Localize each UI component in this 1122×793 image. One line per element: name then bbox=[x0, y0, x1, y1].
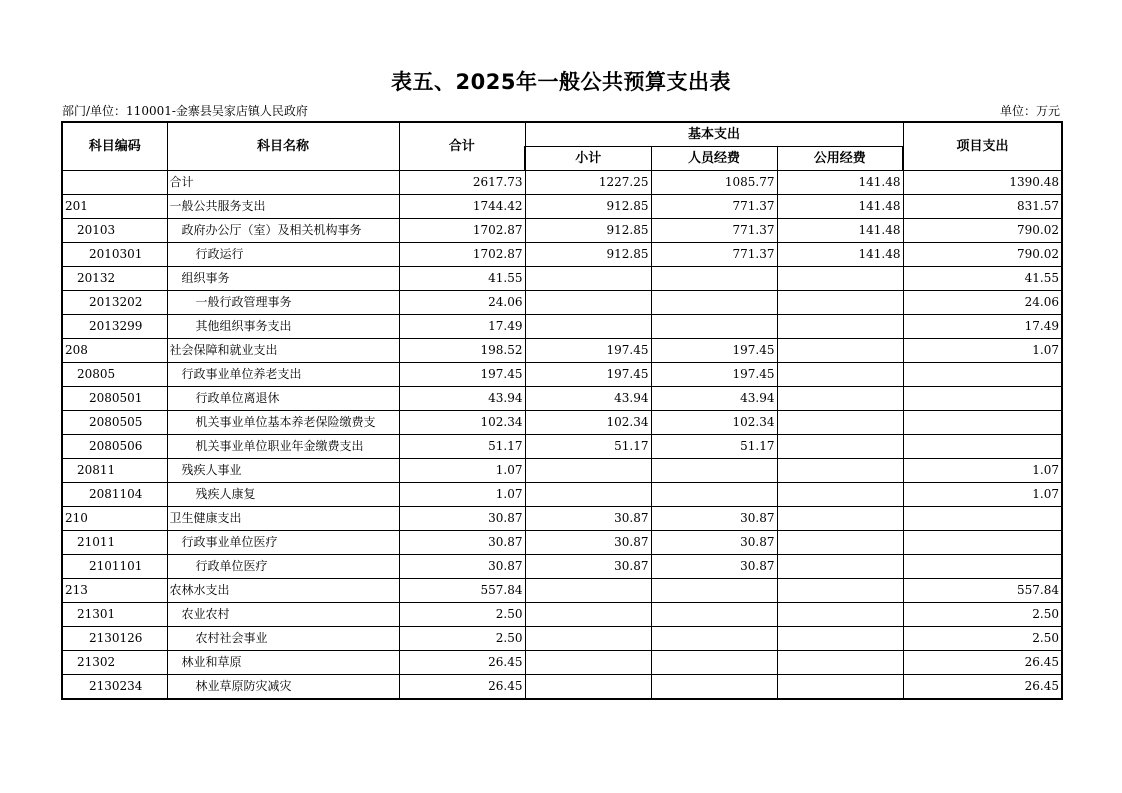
cell-project: 1.07 bbox=[903, 483, 1062, 507]
table-body bbox=[62, 171, 1062, 700]
cell-subtotal bbox=[525, 651, 651, 675]
cell-code: 208 bbox=[62, 339, 167, 363]
table-row bbox=[62, 291, 1062, 315]
cell-public bbox=[777, 483, 903, 507]
cell-public bbox=[777, 651, 903, 675]
cell-personnel bbox=[651, 651, 777, 675]
cell-name: 机关事业单位基本养老保险缴费支 bbox=[167, 411, 399, 435]
cell-subtotal: 912.85 bbox=[525, 243, 651, 267]
cell-public bbox=[777, 315, 903, 339]
cell-subtotal: 51.17 bbox=[525, 435, 651, 459]
cell-name: 社会保障和就业支出 bbox=[167, 339, 399, 363]
page-title: 表五、2025年一般公共预算支出表 bbox=[391, 70, 731, 94]
cell-name: 卫生健康支出 bbox=[167, 507, 399, 531]
cell-name: 行政单位离退休 bbox=[167, 387, 399, 411]
cell-code: 2130126 bbox=[62, 627, 167, 651]
cell-public: 141.48 bbox=[777, 171, 903, 195]
table-row bbox=[62, 507, 1062, 531]
cell-subtotal bbox=[525, 675, 651, 700]
cell-personnel bbox=[651, 627, 777, 651]
cell-public bbox=[777, 267, 903, 291]
cell-subtotal bbox=[525, 291, 651, 315]
cell-subtotal: 912.85 bbox=[525, 195, 651, 219]
cell-subtotal: 197.45 bbox=[525, 339, 651, 363]
cell-public: 141.48 bbox=[777, 243, 903, 267]
cell-subtotal bbox=[525, 603, 651, 627]
cell-name: 行政事业单位养老支出 bbox=[167, 363, 399, 387]
cell-code: 21011 bbox=[62, 531, 167, 555]
table-row bbox=[62, 243, 1062, 267]
cell-subtotal: 30.87 bbox=[525, 531, 651, 555]
table-row bbox=[62, 555, 1062, 579]
cell-total: 198.52 bbox=[399, 339, 525, 363]
header-basic: 基本支出 bbox=[525, 122, 903, 147]
table-row bbox=[62, 603, 1062, 627]
cell-code: 21301 bbox=[62, 603, 167, 627]
cell-project bbox=[903, 363, 1062, 387]
cell-name: 残疾人事业 bbox=[167, 459, 399, 483]
cell-personnel bbox=[651, 579, 777, 603]
cell-total: 1.07 bbox=[399, 483, 525, 507]
cell-public bbox=[777, 507, 903, 531]
cell-subtotal: 102.34 bbox=[525, 411, 651, 435]
cell-project: 26.45 bbox=[903, 651, 1062, 675]
cell-name: 政府办公厅（室）及相关机构事务 bbox=[167, 219, 399, 243]
cell-personnel: 771.37 bbox=[651, 243, 777, 267]
table-row bbox=[62, 435, 1062, 459]
cell-personnel bbox=[651, 267, 777, 291]
cell-subtotal bbox=[525, 579, 651, 603]
table-row bbox=[62, 579, 1062, 603]
table-row bbox=[62, 483, 1062, 507]
table-row bbox=[62, 627, 1062, 651]
cell-personnel: 771.37 bbox=[651, 219, 777, 243]
cell-total: 41.55 bbox=[399, 267, 525, 291]
cell-name: 行政事业单位医疗 bbox=[167, 531, 399, 555]
cell-name: 林业草原防灾减灾 bbox=[167, 675, 399, 700]
cell-code: 21302 bbox=[62, 651, 167, 675]
table-row bbox=[62, 219, 1062, 243]
cell-public bbox=[777, 339, 903, 363]
header-personnel: 人员经费 bbox=[651, 147, 777, 171]
cell-code: 2010301 bbox=[62, 243, 167, 267]
cell-subtotal: 30.87 bbox=[525, 507, 651, 531]
cell-public bbox=[777, 555, 903, 579]
cell-total: 1.07 bbox=[399, 459, 525, 483]
cell-code: 2130234 bbox=[62, 675, 167, 700]
department-label: 部门/单位：110001-金寨县吴家店镇人民政府 bbox=[62, 104, 308, 118]
cell-code: 20805 bbox=[62, 363, 167, 387]
cell-personnel: 51.17 bbox=[651, 435, 777, 459]
header-subtotal: 小计 bbox=[525, 147, 651, 171]
cell-code: 20132 bbox=[62, 267, 167, 291]
cell-total: 557.84 bbox=[399, 579, 525, 603]
cell-name: 林业和草原 bbox=[167, 651, 399, 675]
cell-code: 2080505 bbox=[62, 411, 167, 435]
cell-personnel bbox=[651, 675, 777, 700]
cell-project: 790.02 bbox=[903, 243, 1062, 267]
header-total: 合计 bbox=[399, 122, 525, 171]
cell-project: 26.45 bbox=[903, 675, 1062, 700]
cell-name: 一般行政管理事务 bbox=[167, 291, 399, 315]
cell-total: 26.45 bbox=[399, 675, 525, 700]
cell-code: 2013202 bbox=[62, 291, 167, 315]
table-row bbox=[62, 315, 1062, 339]
header-project: 项目支出 bbox=[903, 122, 1062, 171]
header-code: 科目编码 bbox=[62, 122, 167, 171]
cell-project bbox=[903, 507, 1062, 531]
cell-total: 1702.87 bbox=[399, 243, 525, 267]
cell-project: 831.57 bbox=[903, 195, 1062, 219]
cell-total: 17.49 bbox=[399, 315, 525, 339]
cell-project: 1390.48 bbox=[903, 171, 1062, 195]
cell-project: 2.50 bbox=[903, 627, 1062, 651]
cell-total: 1744.42 bbox=[399, 195, 525, 219]
cell-personnel bbox=[651, 291, 777, 315]
cell-total: 102.34 bbox=[399, 411, 525, 435]
cell-project: 24.06 bbox=[903, 291, 1062, 315]
cell-code: 20103 bbox=[62, 219, 167, 243]
cell-project bbox=[903, 435, 1062, 459]
table-row bbox=[62, 363, 1062, 387]
cell-code: 201 bbox=[62, 195, 167, 219]
cell-name: 合计 bbox=[167, 171, 399, 195]
cell-total: 1702.87 bbox=[399, 219, 525, 243]
cell-code: 2101101 bbox=[62, 555, 167, 579]
cell-project bbox=[903, 411, 1062, 435]
cell-public: 141.48 bbox=[777, 195, 903, 219]
unit-label: 单位：万元 bbox=[999, 104, 1060, 118]
cell-public bbox=[777, 579, 903, 603]
cell-personnel bbox=[651, 315, 777, 339]
cell-code: 2013299 bbox=[62, 315, 167, 339]
cell-subtotal: 30.87 bbox=[525, 555, 651, 579]
cell-project bbox=[903, 531, 1062, 555]
cell-personnel: 30.87 bbox=[651, 555, 777, 579]
cell-personnel: 43.94 bbox=[651, 387, 777, 411]
cell-personnel: 30.87 bbox=[651, 531, 777, 555]
cell-subtotal bbox=[525, 627, 651, 651]
table-row bbox=[62, 531, 1062, 555]
cell-code: 210 bbox=[62, 507, 167, 531]
cell-name: 行政运行 bbox=[167, 243, 399, 267]
cell-public bbox=[777, 291, 903, 315]
cell-total: 197.45 bbox=[399, 363, 525, 387]
cell-public bbox=[777, 459, 903, 483]
cell-code: 20811 bbox=[62, 459, 167, 483]
cell-project: 557.84 bbox=[903, 579, 1062, 603]
cell-total: 2.50 bbox=[399, 627, 525, 651]
cell-name: 一般公共服务支出 bbox=[167, 195, 399, 219]
cell-code: 213 bbox=[62, 579, 167, 603]
table-row bbox=[62, 339, 1062, 363]
cell-subtotal bbox=[525, 483, 651, 507]
cell-total: 26.45 bbox=[399, 651, 525, 675]
cell-subtotal bbox=[525, 459, 651, 483]
cell-subtotal bbox=[525, 315, 651, 339]
table-row bbox=[62, 411, 1062, 435]
cell-code: 2080501 bbox=[62, 387, 167, 411]
table-row bbox=[62, 459, 1062, 483]
cell-subtotal bbox=[525, 267, 651, 291]
cell-subtotal: 1227.25 bbox=[525, 171, 651, 195]
table-row bbox=[62, 171, 1062, 195]
header-public: 公用经费 bbox=[777, 147, 903, 171]
cell-public bbox=[777, 435, 903, 459]
cell-total: 43.94 bbox=[399, 387, 525, 411]
table-row bbox=[62, 267, 1062, 291]
cell-total: 2.50 bbox=[399, 603, 525, 627]
cell-public bbox=[777, 411, 903, 435]
cell-name: 组织事务 bbox=[167, 267, 399, 291]
cell-total: 30.87 bbox=[399, 507, 525, 531]
table-row bbox=[62, 651, 1062, 675]
cell-personnel: 30.87 bbox=[651, 507, 777, 531]
cell-name: 农林水支出 bbox=[167, 579, 399, 603]
cell-name: 机关事业单位职业年金缴费支出 bbox=[167, 435, 399, 459]
cell-project: 17.49 bbox=[903, 315, 1062, 339]
cell-code: 2081104 bbox=[62, 483, 167, 507]
cell-subtotal: 43.94 bbox=[525, 387, 651, 411]
table-row bbox=[62, 675, 1062, 700]
cell-personnel: 771.37 bbox=[651, 195, 777, 219]
cell-total: 30.87 bbox=[399, 555, 525, 579]
cell-personnel: 197.45 bbox=[651, 339, 777, 363]
cell-project bbox=[903, 387, 1062, 411]
cell-personnel bbox=[651, 603, 777, 627]
cell-personnel bbox=[651, 483, 777, 507]
cell-name: 其他组织事务支出 bbox=[167, 315, 399, 339]
cell-public bbox=[777, 363, 903, 387]
cell-project: 1.07 bbox=[903, 459, 1062, 483]
cell-personnel: 1085.77 bbox=[651, 171, 777, 195]
cell-project bbox=[903, 555, 1062, 579]
cell-name: 残疾人康复 bbox=[167, 483, 399, 507]
cell-project: 1.07 bbox=[903, 339, 1062, 363]
cell-name: 农业农村 bbox=[167, 603, 399, 627]
cell-code bbox=[62, 171, 167, 195]
cell-personnel: 197.45 bbox=[651, 363, 777, 387]
cell-project: 41.55 bbox=[903, 267, 1062, 291]
cell-public bbox=[777, 531, 903, 555]
header-name: 科目名称 bbox=[167, 122, 399, 171]
cell-personnel bbox=[651, 459, 777, 483]
cell-subtotal: 912.85 bbox=[525, 219, 651, 243]
cell-project: 790.02 bbox=[903, 219, 1062, 243]
cell-public bbox=[777, 603, 903, 627]
cell-public bbox=[777, 627, 903, 651]
table-row bbox=[62, 387, 1062, 411]
cell-name: 农村社会事业 bbox=[167, 627, 399, 651]
cell-public: 141.48 bbox=[777, 219, 903, 243]
cell-public bbox=[777, 675, 903, 700]
budget-table bbox=[61, 121, 1063, 700]
cell-total: 51.17 bbox=[399, 435, 525, 459]
cell-subtotal: 197.45 bbox=[525, 363, 651, 387]
cell-public bbox=[777, 387, 903, 411]
cell-project: 2.50 bbox=[903, 603, 1062, 627]
cell-code: 2080506 bbox=[62, 435, 167, 459]
table-row bbox=[62, 195, 1062, 219]
cell-total: 30.87 bbox=[399, 531, 525, 555]
cell-name: 行政单位医疗 bbox=[167, 555, 399, 579]
cell-personnel: 102.34 bbox=[651, 411, 777, 435]
cell-total: 24.06 bbox=[399, 291, 525, 315]
cell-total: 2617.73 bbox=[399, 171, 525, 195]
